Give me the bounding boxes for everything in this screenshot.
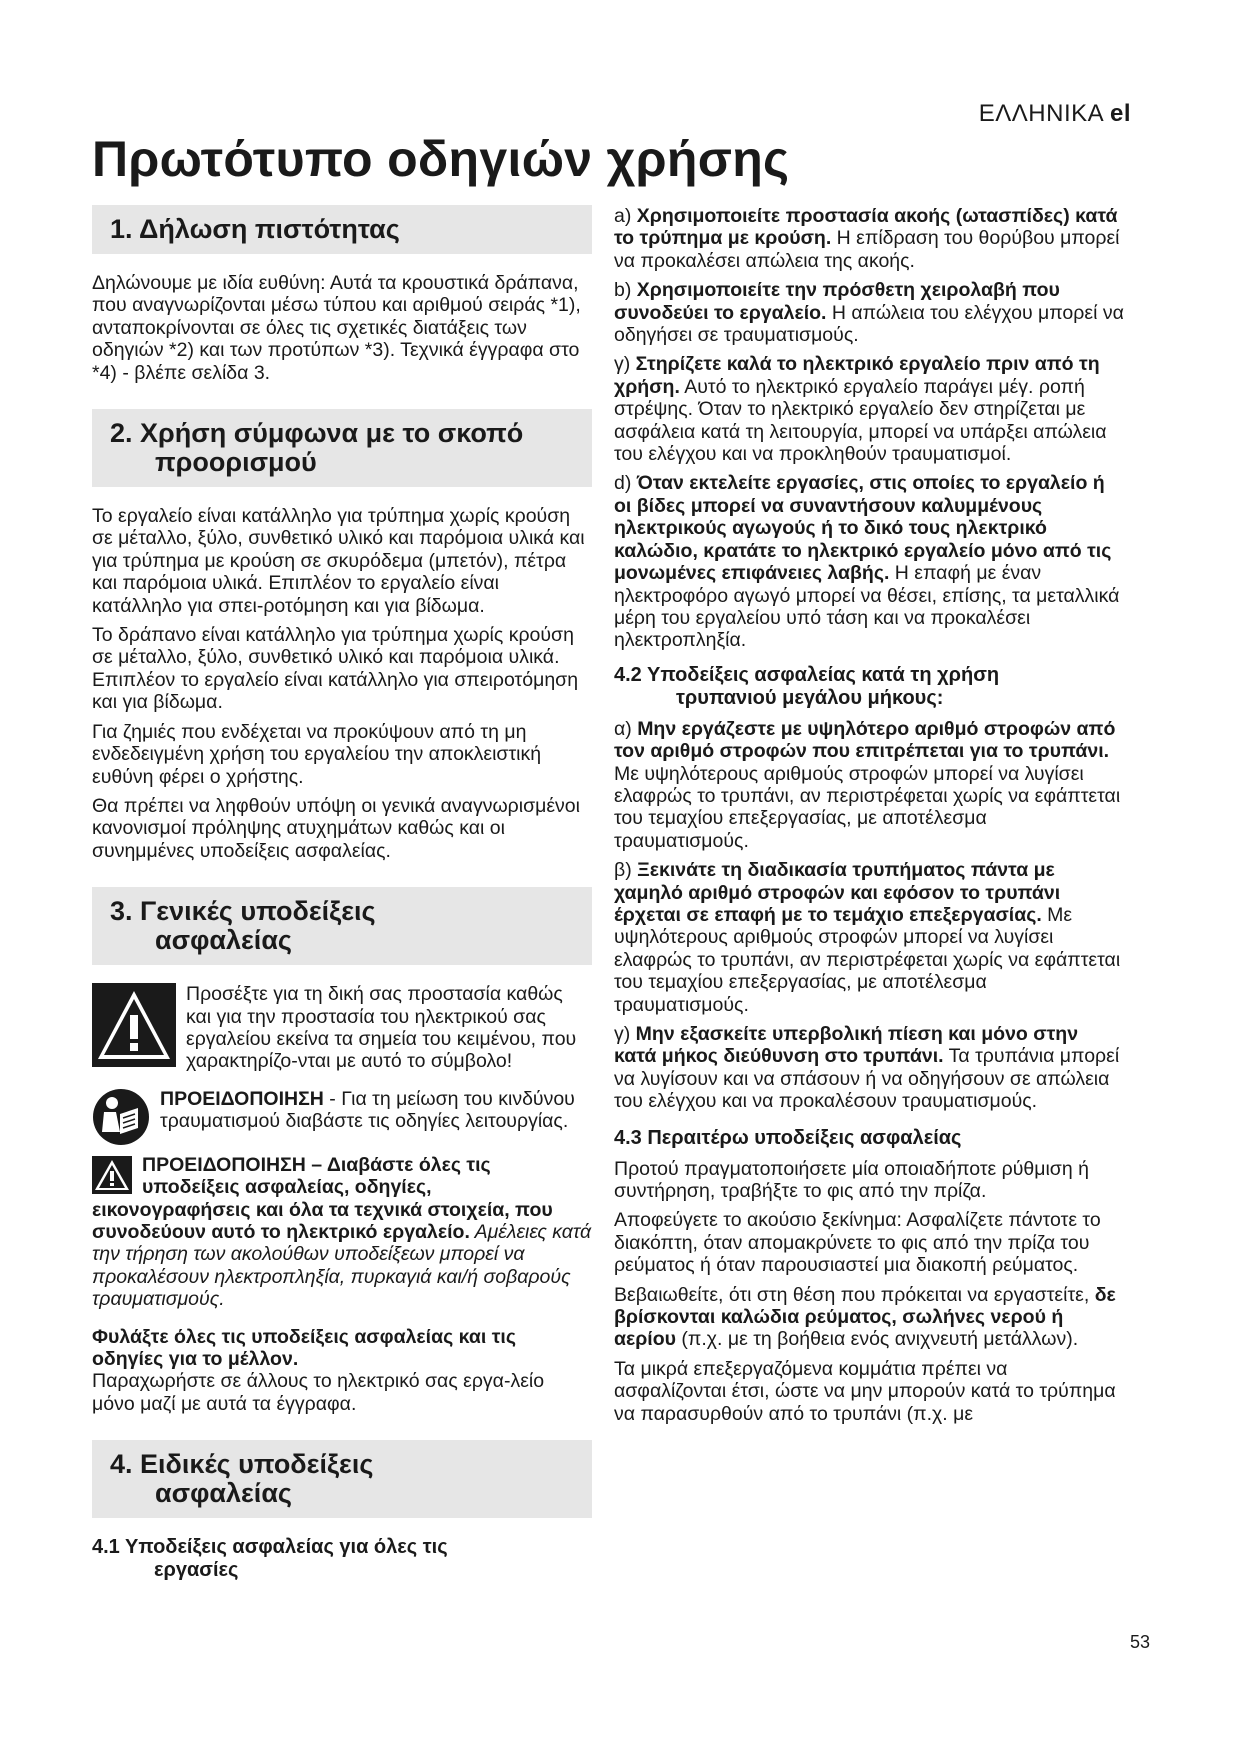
s43-paragraph-3: Βεβαιωθείτε, ότι στη θέση που πρόκειται να εργαστείτε, δε βρίσκονται καλώδια ρεύματος, σωλήνες νερού ή αερίου (π.χ. με τη βοήθεια ενός ανιχνευτή μετάλλων).: [614, 1283, 1116, 1351]
section-2-heading-line1: 2. Χρήση σύμφωνα με το σκοπό: [110, 418, 524, 449]
s43-paragraph-2: Αποφεύγετε το ακούσιο ξεκίνημα: Ασφαλίζετε πάντοτε το διακόπτη, όταν απομακρύνετε το φις από την πρίζα του ρεύματος ή όταν παρουσιαστεί μια διακοπή ρεύματος.: [614, 1209, 1101, 1277]
s2-paragraph-1: Το εργαλείο είναι κατάλληλο για τρύπημα χωρίς κρούση σε μέταλλο, ξύλο, συνθετικό υλικό και παρόμοια υλικά και για τρύπημα με κρούση σε σκυρόδεμα (μπετόν), πέτρα και παρόμοια υλικά. Επιπλέον το εργαλείο είναι κατάλληλο για σπει-ροτόμηση και για βίδωμα.: [92, 505, 585, 617]
section-4-heading: [92, 1440, 592, 1518]
left-column: [92, 205, 592, 1590]
keep-instructions-text: Φυλάξτε όλες τις υποδείξεις ασφαλείας και τις οδηγίες για το μέλλον. Παραχωρήστε σε άλλους το ηλεκτρικό σας εργα-λείο μόνο μαζί με αυτά τα έγγραφα.: [92, 1325, 545, 1415]
s43-paragraph-1: Προτού πραγματοποιήσετε μία οποιαδήποτε ρύθμιση ή συντήρηση, τραβήξτε το φις από την πρίζα.: [614, 1157, 1089, 1203]
language-label: [979, 100, 1131, 128]
rule-e: α) Μην εργάζεστε με υψηλότερο αριθμό στροφών από τον αριθμό στροφών που επιτρέπεται για το τρυπάνι. Με υψηλότερους αριθμούς στροφών μπορεί να λυγίσει ελαφρώς το τρυπάνι, αν περιστρέφεται χωρίς να εφάπτεται του τεμαχίου επεξεργασίας, με αποτέλεσμα τραυματισμούς.: [614, 717, 1121, 852]
language-code: el: [1109, 100, 1131, 127]
rule-c: γ) Στηρίζετε καλά το ηλεκτρικό εργαλείο πριν από τη χρήση. Αυτό το ηλεκτρικό εργαλείο παράγει μέγ. ροπή στρέψης. Όταν το ηλεκτρικό εργαλείο δεν στηρίζεται με ασφάλεια κατά τη λειτουργία, μπορεί να υπάρξει απώλεια του ελέγχου και να προκληθούν τραυματισμοί.: [614, 353, 1107, 466]
page-number: 53: [1130, 1632, 1151, 1652]
read-manual-text: ΠΡΟΕΙΔΟΠΟΙΗΣΗ - Για τη μείωση του κινδύνου τραυματισμού διαβάστε τις οδηγίες λειτουργίας.: [160, 1087, 575, 1133]
page-title: Πρωτότυπο οδηγιών χρήσης: [92, 131, 790, 187]
section-4-heading-line1: 4. Ειδικές υποδείξεις: [110, 1449, 374, 1480]
warning-triangle-icon: [92, 983, 176, 1067]
section-2-heading: [92, 409, 592, 487]
warning-symbol-block: [92, 983, 592, 1080]
subsection-4-2-heading: 4.2 Υποδείξεις ασφαλείας κατά τη χρήση τρυπανιού μεγάλου μήκους:: [614, 663, 1000, 709]
rule-g: γ) Μην εξασκείτε υπερβολική πίεση και μόνο στην κατά μήκος διεύθυνση στο τρυπάνι. Τα τρυπάνια μπορεί να λυγίσουν και να σπάσουν ή να οδηγήσουν σε απώλεια του ελέγχου και να προκαλέσουν τραυματισμούς.: [614, 1023, 1120, 1113]
rule-a: a) Χρησιμοποιείτε προστασία ακοής (ωτασπίδες) κατά το τρύπημα με κρούση. Η επίδραση του θορύβου μπορεί να προκαλέσει απώλεια της ακοής.: [614, 205, 1120, 272]
rule-f: β) Ξεκινάτε τη διαδικασία τρυπήματος πάντα με χαμηλό αριθμό στροφών και εφόσον το τρυπάνι έρχεται σε επαφή με το τεμάχιο επεξεργασίας. Με υψηλότερους αριθμούς στροφών μπορεί να λυγίσει ελαφρώς το τρυπάνι, αν περιστρέφεται χωρίς να εφάπτεται του τεμαχίου επεξεργασίας, με αποτέλεσμα τραυματισμούς.: [614, 859, 1121, 1016]
section-2-heading-line2: προορισμού: [155, 447, 317, 478]
general-warning-text: ΠΡΟΕΙΔΟΠΟΙΗΣΗ – Διαβάστε όλες τις υποδείξεις ασφαλείας, οδηγίες, εικονογραφήσεις και όλα τα τεχνικά στοιχεία, που συνοδεύουν αυτό το ηλεκτρικό εργαλείο. Αμέλειες κατά την τήρηση των ακολούθων υποδείξεων μπορεί να προκαλέσουν ηλεκτροπληξία, πυρκαγιά και/ή σοβαρούς τραυματισμούς.: [92, 1153, 592, 1311]
small-warning-triangle-icon: [92, 1156, 132, 1194]
s2-paragraph-2: Το δράπανο είναι κατάλληλο για τρύπημα χωρίς κρούση σε μέταλλο, ξύλο, συνθετικό υλικό και παρόμοια υλικά. Επιπλέον το εργαλείο είναι κατάλληλο για σπειροτόμηση και για βίδωμα.: [92, 624, 579, 714]
s2-paragraph-3: Για ζημιές που ενδέχεται να προκύψουν από τη μη ενδεδειγμένη χρήση του εργαλείου την αποκλειστική ευθύνη φέρει ο χρήστης.: [92, 720, 542, 788]
section-3-heading-line2: ασφαλείας: [155, 925, 292, 956]
section-4-heading-line2: ασφαλείας: [155, 1478, 292, 1509]
subsection-4-1-heading: 4.1 Υποδείξεις ασφαλείας για όλες τις εργασίες: [92, 1536, 448, 1582]
rule-b: b) Χρησιμοποιείτε την πρόσθετη χειρολαβή που συνοδεύει το εργαλείο. Η απώλεια του ελέγχου μπορεί να οδηγήσει σε τραυματισμούς.: [614, 279, 1124, 347]
section-3-heading: [92, 887, 592, 965]
s43-paragraph-4: Τα μικρά επεξεργαζόμενα κομμάτια πρέπει να ασφαλίζονται έτσι, ώστε να μην μπορούν κατά το τρύπημα να παρασυρθούν από το τρυπάνι (π.χ. με: [614, 1357, 1116, 1425]
read-manual-icon: [92, 1088, 150, 1146]
s1-paragraph: Δηλώνουμε με ιδία ευθύνη: Αυτά τα κρουστικά δράπανα, που αναγνωρίζονται μέσω τύπου και αριθμού σειράς *1), ανταποκρίνονται σε όλες τις σχετικές διατάξεις των οδηγιών *2) και των προτύπων *3). Τεχνικά έγγραφα στο *4) - βλέπε σελίδα 3.: [92, 272, 581, 384]
section-1-heading: 1. Δήλωση πιστότητας: [92, 205, 592, 254]
subsection-4-3-heading: 4.3 Περαιτέρω υποδείξεις ασφαλείας: [614, 1126, 962, 1149]
section-3-heading-line1: 3. Γενικές υποδείξεις: [110, 896, 376, 927]
language-text: ΕΛΛΗΝΙΚΑ: [978, 100, 1103, 127]
right-column: [614, 205, 1124, 1432]
read-manual-warning-label: ΠΡΟΕΙΔΟΠΟΙΗΣΗ: [160, 1087, 324, 1110]
warning-symbol-text: Προσέξτε για τη δική σας προστασία καθώς και για την προστασία του ηλεκτρικού σας εργαλείου εκείνα τα σημεία του κειμένου, που χαρακτηρίζο-νται με αυτό το σύμβολο!: [186, 983, 577, 1073]
rule-d: d) Όταν εκτελείτε εργασίες, στις οποίες το εργαλείο ή οι βίδες μπορεί να συναντήσουν καλυμμένους ηλεκτρικούς αγωγούς ή το δικό τους ηλεκτρικό καλώδιο, κρατάτε το ηλεκτρικό εργαλείο μόνο από τις μονωμένες επιφάνειες λαβής. Η επαφή με έναν ηλεκτροφόρο αγωγό μπορεί να θέσει, επίσης, τα μεταλλικά μέρη του εργαλείου υπό τάση και να προκαλέσει ηλεκτροπληξία.: [614, 472, 1120, 652]
read-manual-block: [92, 1088, 592, 1146]
general-warning-block: [92, 1154, 592, 1318]
s2-paragraph-4: Θα πρέπει να ληφθούν υπόψη οι γενικά αναγνωρισμένοι κανονισμοί πρόληψης ατυχημάτων καθώς και οι συνημμένες υποδείξεις ασφαλείας.: [92, 794, 580, 862]
